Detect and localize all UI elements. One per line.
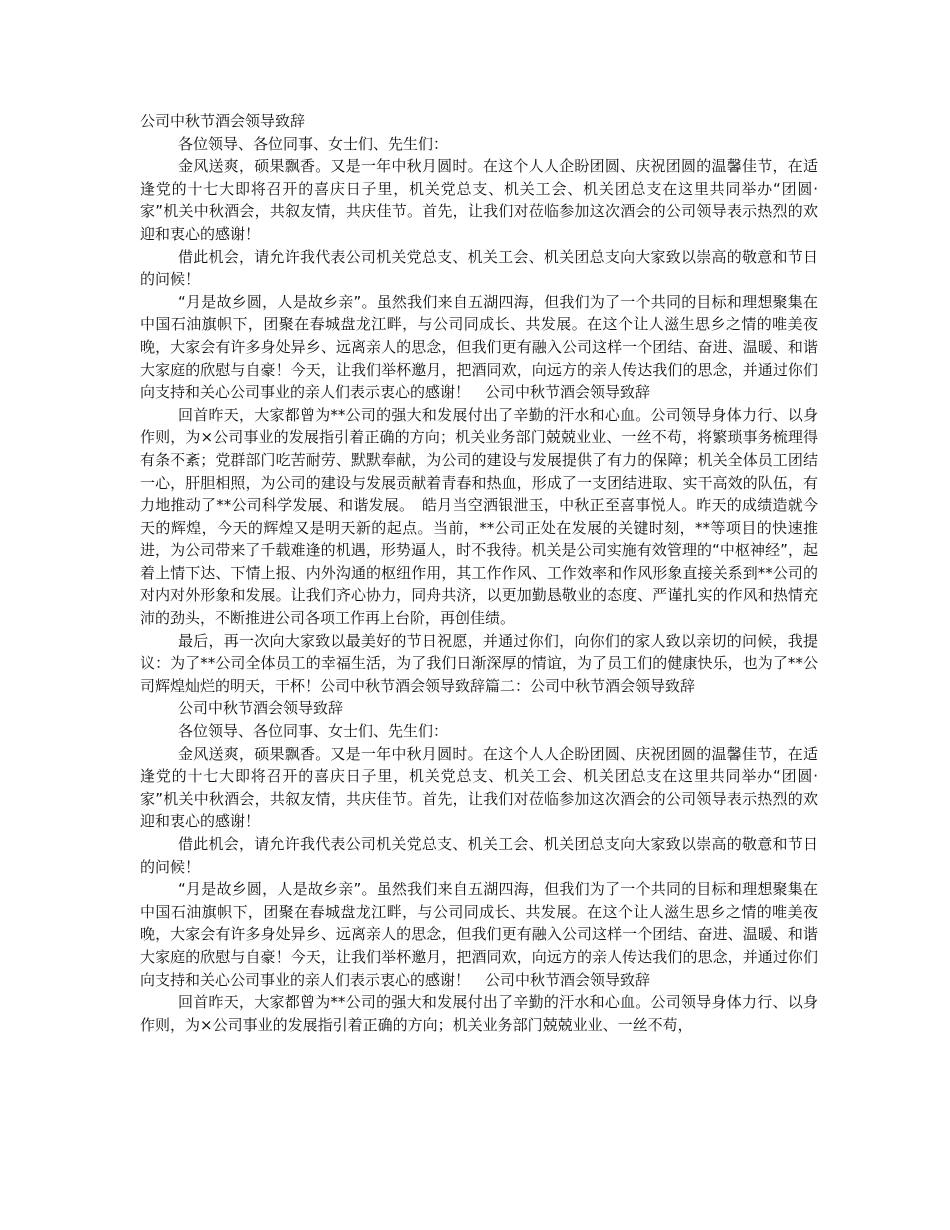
paragraph: 借此机会，请允许我代表公司机关党总支、机关工会、机关团总支向大家致以崇高的敬意和节日的问候！ bbox=[140, 247, 818, 289]
section-title: 公司中秋节酒会领导致辞 bbox=[178, 699, 344, 718]
paragraph: 最后，再一次向大家致以最美好的节日祝愿，并通过你们，向你们的家人致以亲切的问候，我提议：为了**公司全体员工的幸福生活，为了我们日渐深厚的情谊，为了员工们的健康快乐，也为了**公司辉煌灿烂的明天，干杯！公司中秋节酒会领导致辞篇二：公司中秋节酒会领导致辞 bbox=[140, 631, 818, 695]
paragraph: 金风送爽，硕果飘香。又是一年中秋月圆时。在这个人人企盼团圆、庆祝团圆的温馨佳节，在适逢党的十七大即将召开的喜庆日子里，机关党总支、机关工会、机关团总支在这里共同举办“团圆·家”机关中秋酒会，共叙友情，共庆佳节。首先，让我们对莅临参加这次酒会的公司领导表示热烈的欢迎和衷心的感谢！ bbox=[140, 744, 818, 831]
paragraph: 回首昨天，大家都曾为**公司的强大和发展付出了辛勤的汗水和心血。公司领导身体力行、以身作则，为×公司事业的发展指引着正确的方向；机关业务部门兢兢业业、一丝不苟，将繁琐事务梳理得有条不紊；党群部门吃苦耐劳、默默奉献，为公司的建设与发展提供了有力的保障；机关全体员工团结一心，肝胆相照，为公司的建设与发展贡献着青春和热血，形成了一支团结进取、实干高效的队伍，有力地推动了**公司科学发展、和谐发展。 皓月当空洒银泄玉，中秋正至喜事悦人。昨天的成绩造就今天的辉煌，今天的辉煌又是明天新的起点。当前，**公司正处在发展的关键时刻，**等项目的快速推进，为公司带来了千载难逢的机遇，形势逼人，时不我待。机关是公司实施有效管理的“中枢神经”，起着上情下达、下情上报、内外沟通的枢纽作用，其工作作风、工作效率和作风形象直接关系到**公司的对内对外形象和发展。让我们齐心协力，同舟共济，以更加勤恳敬业的态度、严谨扎实的作风和热情充沛的劲头，不断推进公司各项工作再上台阶，再创佳绩。 bbox=[140, 405, 818, 628]
salutation: 各位领导、各位同事、女士们、先生们： bbox=[178, 134, 449, 153]
paragraph: 借此机会，请允许我代表公司机关党总支、机关工会、机关团总支向大家致以崇高的敬意和节日的问候！ bbox=[140, 835, 818, 876]
paragraph: “月是故乡圆，人是故乡亲”。虽然我们来自五湖四海，但我们为了一个共同的目标和理想聚集在中国石油旗帜下，团聚在春城盘龙江畔，与公司同成长、共发展。在这个让人滋生思乡之情的唯美夜晚，大家会有许多身处异乡、远离亲人的思念，但我们更有融入公司这样一个团结、奋进、温暖、和谐大家庭的欣慰与自豪！今天，让我们举杯邀月，把酒同欢，向远方的亲人传达我们的思念，并通过你们向支持和关心公司事业的亲人们表示衷心的感谢！ 公司中秋节酒会领导致辞 bbox=[140, 880, 818, 989]
document-title: 公司中秋节酒会领导致辞 bbox=[140, 112, 306, 130]
paragraph: 金风送爽，硕果飘香。又是一年中秋月圆时。在这个人人企盼团圆、庆祝团圆的温馨佳节，在适逢党的十七大即将召开的喜庆日子里，机关党总支、机关工会、机关团总支在这里共同举办“团圆·家”机关中秋酒会，共叙友情，共庆佳节。首先，让我们对莅临参加这次酒会的公司领导表示热烈的欢迎和衷心的感谢！ bbox=[140, 157, 818, 243]
salutation: 各位领导、各位同事、女士们、先生们： bbox=[178, 722, 449, 741]
document-body bbox=[140, 110, 818, 1036]
paragraph: “月是故乡圆，人是故乡亲”。虽然我们来自五湖四海，但我们为了一个共同的目标和理想聚集在中国石油旗帜下，团聚在春城盘龙江畔，与公司同成长、共发展。在这个让人滋生思乡之情的唯美夜晚，大家会有许多身处异乡、远离亲人的思念，但我们更有融入公司这样一个团结、奋进、温暖、和谐大家庭的欣慰与自豪！今天，让我们举杯邀月，把酒同欢，向远方的亲人传达我们的思念，并通过你们向支持和关心公司事业的亲人们表示衷心的感谢！ 公司中秋节酒会领导致辞 bbox=[140, 292, 818, 402]
paragraph: 回首昨天，大家都曾为**公司的强大和发展付出了辛勤的汗水和心血。公司领导身体力行、以身作则，为×公司事业的发展指引着正确的方向；机关业务部门兢兢业业、一丝不苟， bbox=[140, 993, 818, 1034]
